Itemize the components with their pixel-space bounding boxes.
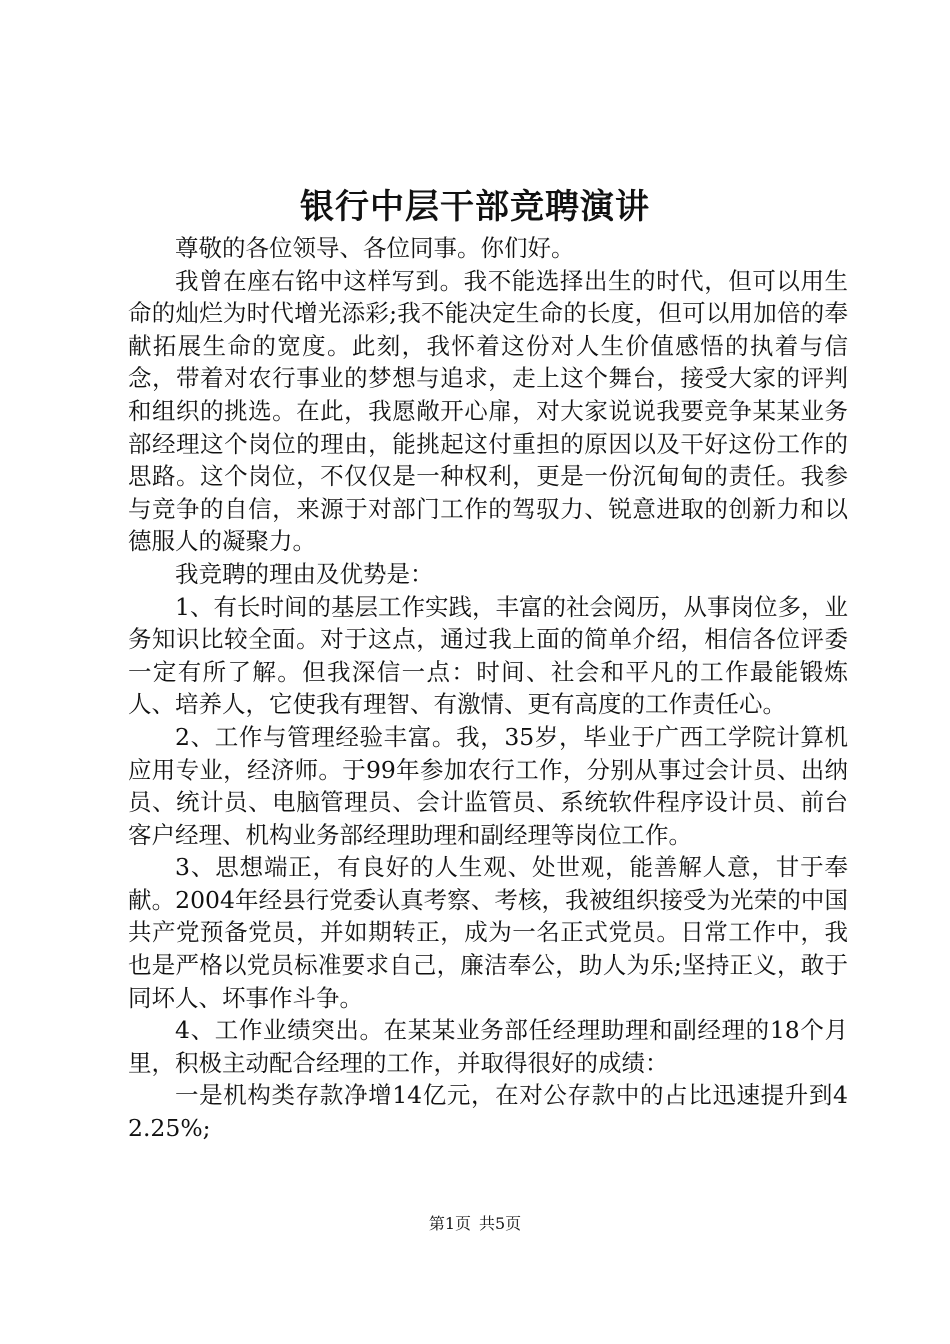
paragraph-reasons-intro: 我竞聘的理由及优势是： — [175, 559, 434, 588]
paragraph-achievement-1: 一是机构类存款净增14亿元，在对公存款中的占比迅速提升到42.25%; — [128, 1081, 848, 1143]
paragraph-reason-3: 3、思想端正，有良好的人生观、处世观，能善解人意，甘于奉献。2004年经县行党委认真考察、考核，我被组织接受为光荣的中国共产党预备党员，并如期转正，成为一名正式党员。日常工作中，我也是严格以党员标准要求自己，廉洁奉公，助人为乐;坚持正义，敢于同坏人、坏事作斗争。 — [128, 853, 848, 1012]
paragraph-reason-1: 1、有长时间的基层工作实践，丰富的社会阅历，从事岗位多，业务知识比较全面。对于这点，通过我上面的简单介绍，相信各位评委一定有所了解。但我深信一点：时间、社会和平凡的工作最能锻炼人、培养人，它使我有理智、有激情、更有高度的工作责任心。 — [128, 592, 848, 719]
page-footer — [0, 1213, 950, 1235]
paragraph-motto: 我曾在座右铭中这样写到。我不能选择出生的时代，但可以用生命的灿烂为时代增光添彩;我不能决定生命的长度，但可以用加倍的奉献拓展生命的宽度。此刻，我怀着这份对人生价值感悟的执着与信念，带着对农行事业的梦想与追求，走上这个舞台，接受大家的评判和组织的挑选。在此，我愿敞开心扉，对大家说说我要竞争某某业务部经理这个岗位的理由，能挑起这付重担的原因以及干好这份工作的思路。这个岗位，不仅仅是一种权利，更是一份沉甸甸的责任。我参与竞争的自信，来源于对部门工作的驾驭力、锐意进取的创新力和以德服人的凝聚力。 — [128, 266, 848, 556]
page-number: 第1页 — [428, 1214, 471, 1233]
paragraph-greeting: 尊敬的各位领导、各位同事。你们好。 — [175, 234, 575, 262]
document-body — [128, 232, 848, 1145]
document-title: 银行中层干部竞聘演讲 — [300, 187, 650, 227]
paragraph-reason-2: 2、工作与管理经验丰富。我，35岁，毕业于广西工学院计算机应用专业，经济师。于99年参加农行工作，分别从事过会计员、出纳员、统计员、电脑管理员、会计监管员、系统软件程序设计员、前台客户经理、机构业务部经理助理和副经理等岗位工作。 — [128, 722, 848, 849]
paragraph-reason-4: 4、工作业绩突出。在某某业务部任经理助理和副经理的18个月里，积极主动配合经理的工作，并取得很好的成绩： — [128, 1016, 848, 1077]
page-total: 共5页 — [479, 1214, 522, 1233]
